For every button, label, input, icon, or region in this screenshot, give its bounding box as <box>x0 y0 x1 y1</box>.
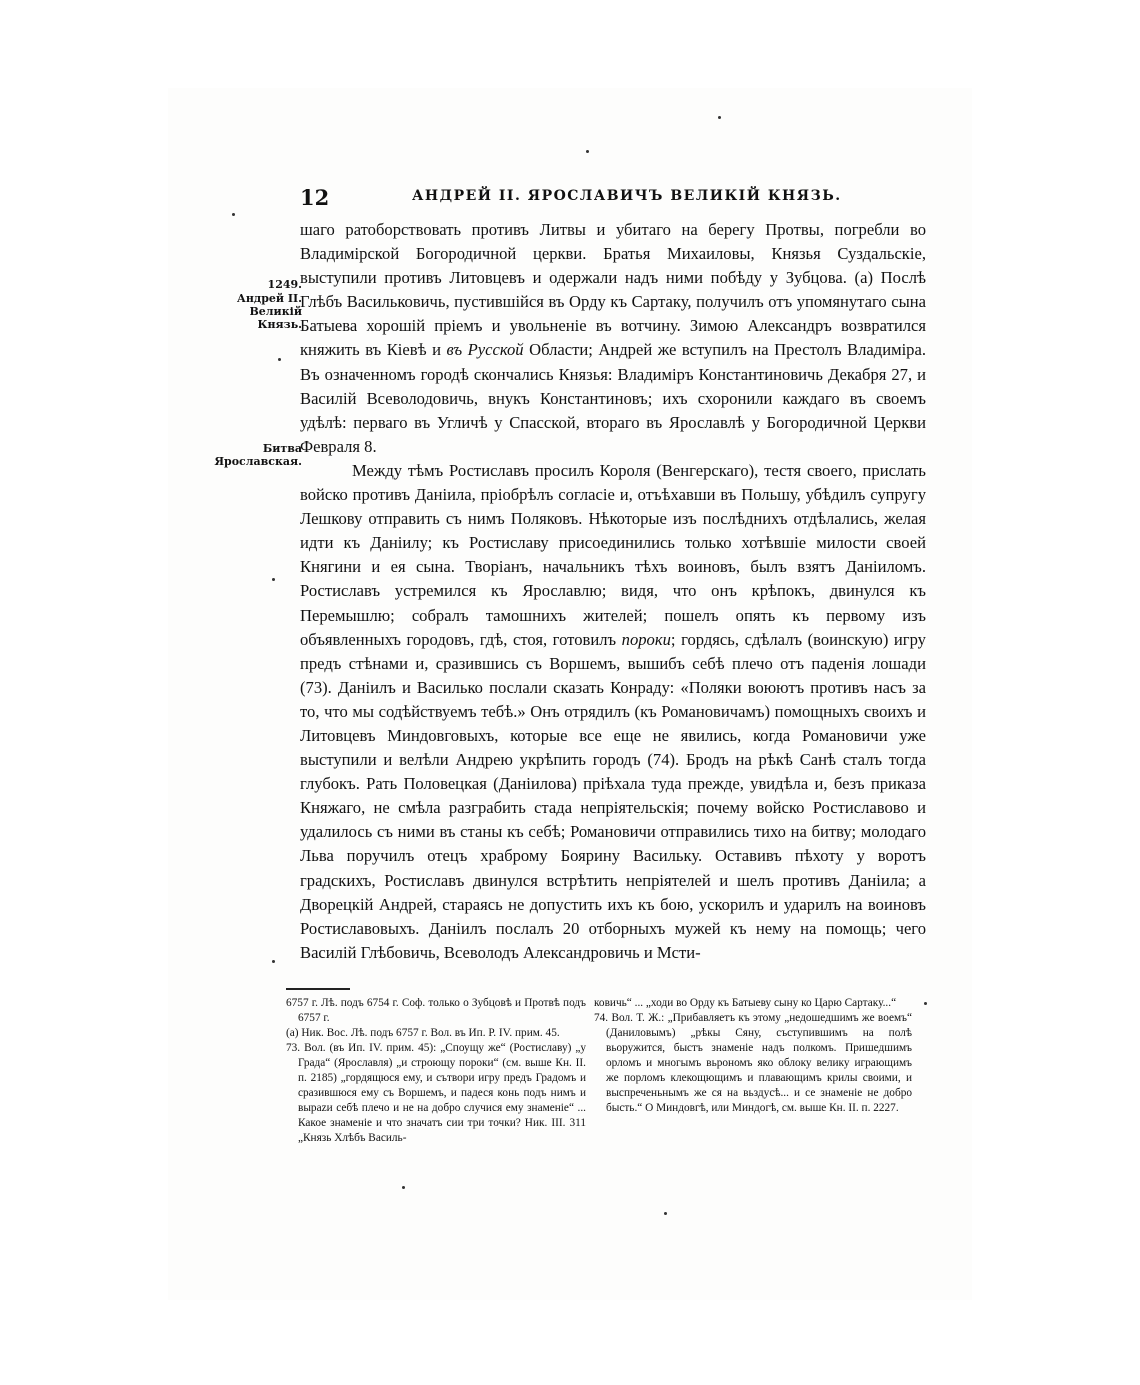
paragraph-1-text: шаго ратоборствовать противъ Литвы и убитаго на берегу Протвы, погребли во Владимірской Богородичной церкви. Братья Михаиловы, Князья Суздальскіе, выступили противъ Литовцевъ и одержали надъ ними побѣду у Зубцова. (а) Послѣ Глѣбъ Васильковичь, пустившійся въ Орду къ Сартаку, получилъ отъ упомянутаго сына Батыева хорошій пріемъ и увольненіе въ вотчину. Зимою Александръ возвратился княжить въ Кіевѣ и <box>300 220 926 360</box>
ink-speck <box>586 150 589 153</box>
ink-speck <box>272 960 275 963</box>
main-text <box>300 218 926 965</box>
ink-speck <box>272 578 275 581</box>
page-number: 12 <box>300 185 330 210</box>
paragraph-2-text-b: ; гордясь, сдѣлалъ (воинскую) игру предъ стѣнами и, сразившись съ Воршемъ, вышибъ себѣ плечо отъ паденія лошади (73). Даніилъ и Василько послали сказать Конраду: «Поляки воюютъ противъ насъ за то, что мы содѣйствуемъ тебѣ.» Онъ отрядилъ (къ Романовичамъ) помощныхъ своихъ и Литовцевъ Миндовговыхъ, которые все еще не явились, когда Романовичи уже выступили и велѣли Андрею укрѣпить городъ (74). Бродъ на рѣкѣ Санѣ сталъ тогда глубокъ. Рать Половецкая (Даніилова) пріѣхала туда прежде, увидѣла и, безъ приказа Княжаго, не смѣла разграбить стада непріятельскія; почему войско Ростиславово и удалилось съ ними въ станы къ себѣ; Романовичи отправились тихо на битву; молодаго Льва поручилъ отецъ храброму Боярину Васильку. Оставивъ пѣхоту у воротъ градскихъ, Ростиславъ двинулся встрѣтить непріятелей и шелъ противъ Даніила; а Дворецкій Андрей, стараясь не допустить ихъ къ бою, ускорилъ и ударилъ на воиновъ Ростиславовыхъ. Даніилъ послалъ 20 отборныхъ мужей къ нему на помощь; чего Василій Глѣбовичь, Всеволодъ Александровичь и Мсти- <box>300 629 926 962</box>
ink-speck <box>232 213 235 216</box>
paragraph-2-emphasis: пороки <box>621 629 671 649</box>
footnote-left-1: 6757 г. Лѣ. подъ 6754 г. Соф. только о Зубцовѣ и Протвѣ подъ 6757 г. <box>286 997 586 1024</box>
footnote-rule <box>286 988 350 990</box>
footnote-right-1: ковичь“ ... „ходи во Орду къ Батыеву сыну ко Царю Сартаку...“ <box>594 997 897 1009</box>
paragraph-1-emphasis: въ Русской <box>446 340 524 360</box>
footnotes-left <box>286 996 586 1146</box>
footnote-74: 74. Вол. Т. Ж.: „Прибавляетъ къ этому „недошедшимъ же воемъ“ (Даниловымъ) „рѣкы Сяну, съступившимъ на полѣ вьоружится, быстъ знаменіе надъ полкомъ. Пришедшимъ орломъ и многымъ вьрономъ яко облоку велику играющимъ же порломъ клекощющимъ и плавающимъ крилы своими, и выспреченьнымъ же ся на вьздусѣ... и се знаменіе не добро бысть.“ О Миндовгѣ, или Миндогѣ, см. выше Кн. II. п. 2227. <box>594 1012 912 1114</box>
margin-note-ruler: Андрей II. Великій Князь. <box>236 292 302 331</box>
ink-speck <box>664 1212 667 1215</box>
ink-speck <box>718 116 721 119</box>
footnotes-right <box>594 996 912 1116</box>
footnote-left-2: (а) Ник. Вос. Лѣ. подъ 6757 г. Вол. въ Ип. Р. IV. прим. 45. <box>286 1027 560 1039</box>
page-header <box>300 185 930 215</box>
ink-speck <box>402 1186 405 1189</box>
paragraph-2-text-a: Между тѣмъ Ростиславъ просилъ Короля (Венгерскаго), тестя своего, прислать войско противъ Даніила, пріобрѣлъ согласіе и, отъѣхавши въ Польшу, убѣдилъ супругу Лешкову отправить съ нимъ Поляковъ. Нѣкоторые изъ послѣднихъ отдѣлались, желая идти къ Даніилу; къ Ростиславу присоединились только хотѣвшіе милости своей Княгини и ея сына. Творіанъ, начальникъ тѣхъ воиновъ, былъ взятъ Даніиломъ. Ростиславъ устремился къ Ярославлю; видя, что онъ крѣпокъ, двинулся къ Перемышлю; собралъ тамошнихъ жителей; пошелъ опять къ первому изъ объявленныхъ городовъ, гдѣ, стоя, готовилъ <box>300 460 926 649</box>
margin-note-year: 1249. <box>267 278 302 291</box>
ink-speck <box>924 1002 927 1005</box>
margin-note-battle: Битва Ярославская. <box>214 442 302 468</box>
paragraph-2 <box>300 459 926 965</box>
paragraph-1 <box>300 218 926 459</box>
paragraph-1-text-b: Области; Андрей же вступилъ на Престолъ Владиміра. Въ означенномъ городѣ скончались Князья: Владиміръ Константиновичь Декабря 27, и Василій Всеволодовичь, внукъ Константиновъ; ихъ схоронили каждаго въ своемъ удѣлѣ: перваго въ Угличѣ у Спасской, втораго въ Ярославлѣ у Богородичной Церкви Февраля 8. <box>300 340 926 456</box>
running-head: АНДРЕЙ II. ЯРОСЛАВИЧЪ ВЕЛИКІЙ КНЯЗЬ. <box>412 188 842 204</box>
footnote-73: 73. Вол. (въ Ип. IV. прим. 45): „Споущу же“ (Ростиславу) „у Града“ (Ярославля) „и строющу пороки“ (см. выше Кн. II. п. 2185) „гордящюся ему, и сътвори игру предъ Градомъ и сразившюся ему съ Воршемъ, и падеся конь подъ нимъ и выраzи себѣ плечо и не на добро случися ему знаменіе“ ... Какое знаменіе и что значатъ сии три точки? Ник. III. 311 „Князь Хлѣбъ Василь- <box>286 1042 586 1144</box>
ink-speck <box>278 358 281 361</box>
